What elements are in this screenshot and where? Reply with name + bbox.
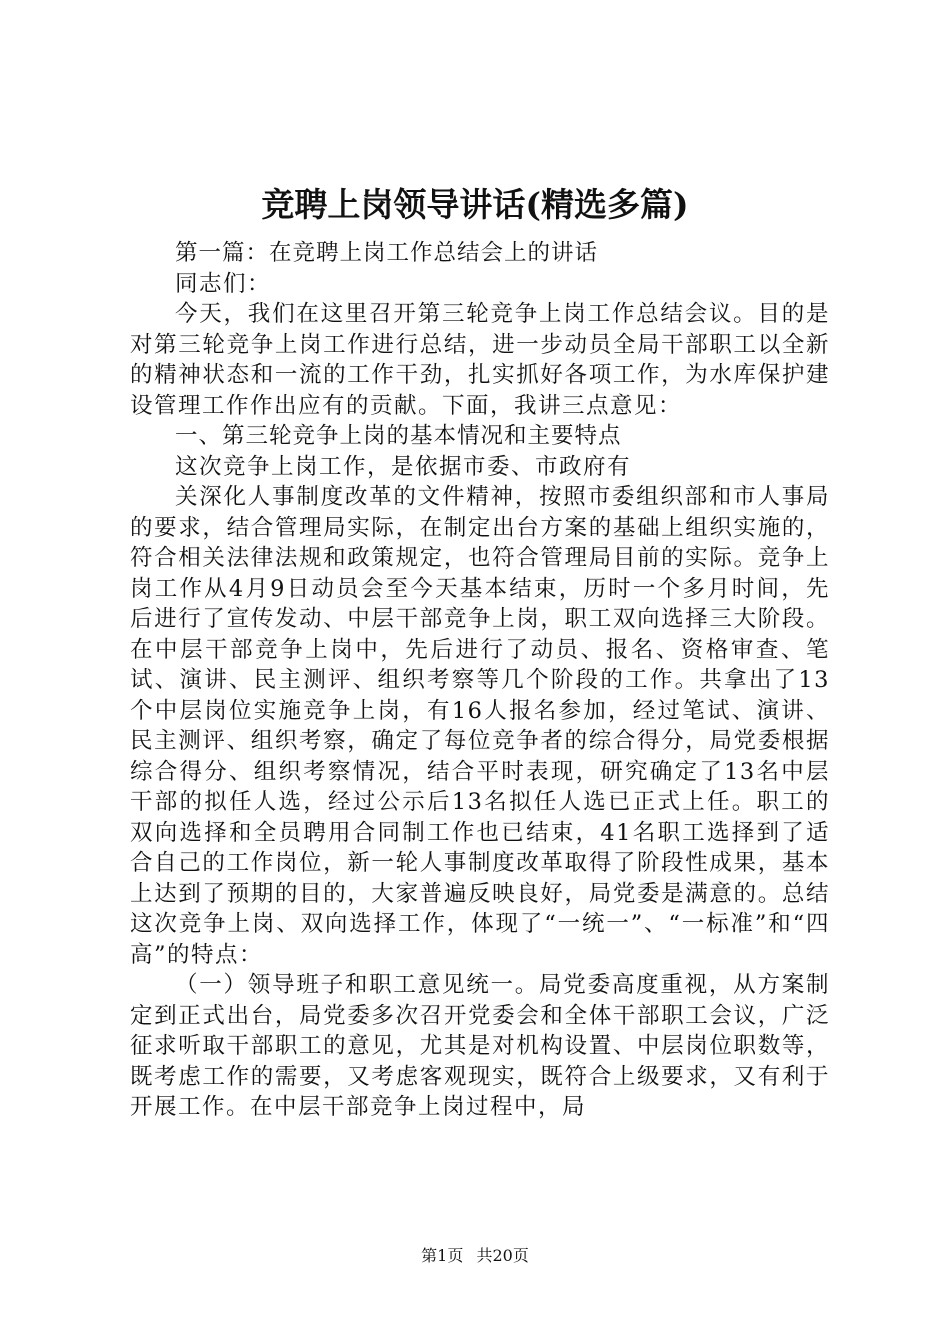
document-body	[130, 238, 830, 1123]
document-title: 竞聘上岗领导讲话(精选多篇)	[261, 185, 689, 224]
body-paragraph: 这次竞争上岗工作，是依据市委、市政府有	[175, 453, 632, 480]
body-paragraph: （一）领导班子和职工意见统一。局党委高度重视，从方案制定到正式出台，局党委多次召开党委会和全体干部职工会议，广泛征求听取干部职工的意见，尤其是对机构设置、中层岗位职数等，既考虑工作的需要，又考虑客观现实，既符合上级要求，又有利于开展工作。在中层干部竞争上岗过程中，局	[130, 972, 830, 1120]
page-footer	[0, 1245, 950, 1267]
body-paragraph: 关深化人事制度改革的文件精神，按照市委组织部和市人事局的要求，结合管理局实际，在制定出台方案的基础上组织实施的，符合相关法律法规和政策规定，也符合管理局目前的实际。竞争上岗工作从4月9日动员会至今天基本结束，历时一个多月时间，先后进行了宣传发动、中层干部竞争上岗，职工双向选择三大阶段。在中层干部竞争上岗中，先后进行了动员、报名、资格审查、笔试、演讲、民主测评、组织考察等几个阶段的工作。共拿出了13个中层岗位实施竞争上岗，有16人报名参加，经过笔试、演讲、民主测评、组织考察，确定了每位竞争者的综合得分，局党委根据综合得分、组织考察情况，结合平时表现，研究确定了13名中层干部的拟任人选，经过公示后13名拟任人选已正式上任。职工的双向选择和全员聘用合同制工作也已结束，41名职工选择到了适合自己的工作岗位，新一轮人事制度改革取得了阶段性成果，基本上达到了预期的目的，大家普遍反映良好，局党委是满意的。总结这次竞争上岗、双向选择工作，体现了“一统一”、“一标准”和“四高”的特点：	[130, 484, 830, 968]
page-number: 第1页	[421, 1246, 464, 1265]
page-total: 共20页	[476, 1246, 529, 1265]
body-paragraph: 今天，我们在这里召开第三轮竞争上岗工作总结会议。目的是对第三轮竞争上岗工作进行总结，进一步动员全局干部职工以全新的精神状态和一流的工作干劲，扎实抓好各项工作，为水库保护建设管理工作作出应有的贡献。下面，我讲三点意见：	[130, 301, 830, 419]
subsection-heading: 一、第三轮竞争上岗的基本情况和主要特点	[175, 423, 622, 449]
section-heading: 第一篇：在竞聘上岗工作总结会上的讲话	[175, 240, 599, 266]
salutation: 同志们：	[175, 270, 272, 297]
